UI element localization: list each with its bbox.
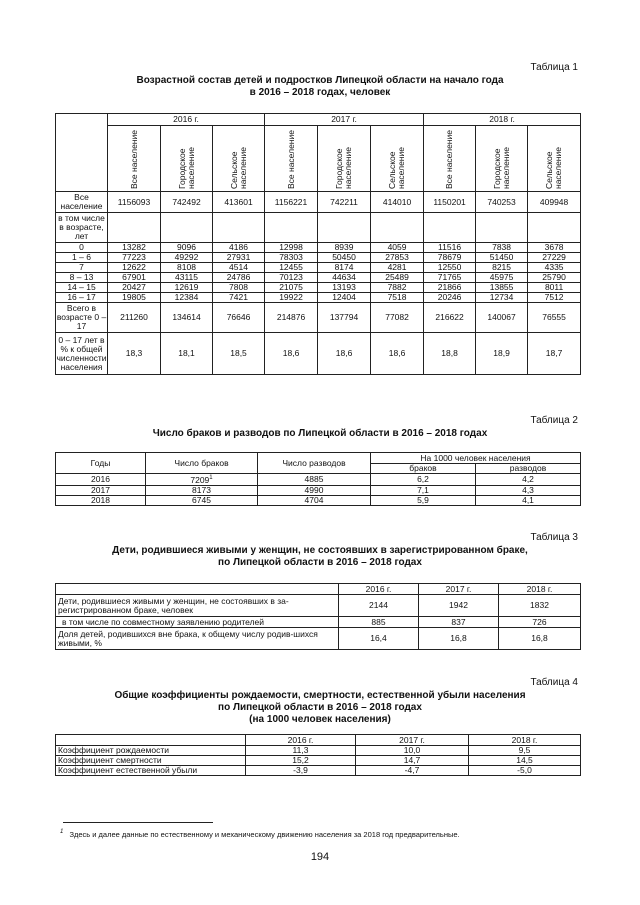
footnote-text: Здесь и далее данные по естественному и механическому движению населения за 2018 год предварительные. — [69, 829, 460, 839]
table-row: Коэффициент естественной убыли -3,9 -4,7 -5,0 — [56, 766, 581, 776]
t1-corner — [56, 114, 108, 192]
table4-label: Таблица 4 — [530, 677, 578, 688]
t2-header-marriages: Число браков — [146, 453, 258, 474]
t1-year-header: 2018 г. — [424, 114, 581, 126]
footnote-ref: 1 — [209, 475, 213, 481]
table-row: 2016 7209$^1$ 4885 6,2 4,2 — [56, 474, 581, 486]
t3-corner — [56, 584, 339, 595]
table1-label: Таблица 1 — [530, 62, 578, 73]
table-row: 16 – 17 19805 12384 7421 19922 12404 7518 20246 12734 7512 — [56, 293, 581, 303]
table-row: Дети, родившиеся живыми у женщин, не состоявших в за-регистрированном браке, человек 2144 1942 1832 — [56, 595, 581, 617]
table3 — [55, 583, 581, 650]
table-row: Коэффициент рождаемости 11,3 10,0 9,5 — [56, 746, 581, 756]
table4-title: Общие коэффициенты рождаемости, смертности, естественной убыли населения по Липецкой области в 2016 – 2018 годах (на 1000 человек населения) — [114, 690, 526, 725]
table-row: в том числе в возрасте, лет — [56, 213, 581, 243]
table1 — [55, 113, 581, 375]
t1-subcol-header: Все население — [424, 126, 476, 192]
t3-year-header: 2017 г. — [419, 584, 499, 595]
t4-year-header: 2018 г. — [469, 735, 581, 746]
t1-year-header: 2017 г. — [265, 114, 424, 126]
t4-corner — [56, 735, 246, 746]
t2-header-div: разводов — [476, 464, 581, 474]
table4 — [55, 734, 581, 776]
table3-title: Дети, родившиеся живыми у женщин, не состоявших в зарегистрированном браке, по Липецкой области в 2016 – 2018 годах — [112, 545, 528, 568]
t1-subcol-header: Городское население — [476, 126, 528, 192]
t2-header-years: Годы — [56, 453, 146, 474]
t2-header-per1000: На 1000 человек населения — [371, 453, 581, 464]
table-row: в том числе по совместному заявлению родителей 885 837 726 — [56, 617, 581, 628]
table-row: 2017 8173 4990 7,1 4,3 — [56, 485, 581, 495]
t1-subcol-header: Сельское население — [528, 126, 581, 192]
t4-year-header: 2016 г. — [246, 735, 356, 746]
table2-title: Число браков и разводов по Липецкой области в 2016 – 2018 годах — [152, 428, 488, 439]
table-row: 14 – 15 20427 12619 7808 21075 13193 7882 21866 13855 8011 — [56, 283, 581, 293]
table-row: Доля детей, родившихся вне брака, к общему числу родив-шихся живыми, % 16,4 16,8 16,8 — [56, 628, 581, 650]
table-row: 7 12622 8108 4514 12455 8174 4281 12550 8215 4335 — [56, 263, 581, 273]
t1-year-header: 2016 г. — [108, 114, 265, 126]
table-row: 1 – 6 77223 49292 27931 78303 50450 27853 78679 51450 27229 — [56, 253, 581, 263]
t1-subcol-header: Все население — [108, 126, 161, 192]
table2-label: Таблица 2 — [530, 415, 578, 426]
t1-subcol-header: Городское население — [318, 126, 371, 192]
table2 — [55, 452, 581, 506]
footnote-divider — [63, 822, 213, 823]
t1-subcol-header: Сельское население — [371, 126, 424, 192]
table-row: Все население 1156093 742492 413601 1156221 742211 414010 1150201 740253 409948 — [56, 192, 581, 213]
t2-header-divorces: Число разводов — [258, 453, 371, 474]
table1-title: Возрастной состав детей и подростков Липецкой области на начало года в 2016 – 2018 годах, человек — [136, 75, 504, 98]
t3-year-header: 2016 г. — [339, 584, 419, 595]
table-row: Всего в возрасте 0 – 17 211260 134614 76646 214876 137794 77082 216622 140067 76555 — [56, 303, 581, 333]
t1-subcol-header: Все население — [265, 126, 318, 192]
footnote — [60, 829, 580, 839]
t2-header-marr: браков — [371, 464, 476, 474]
page-number: 194 — [310, 851, 330, 863]
table3-label: Таблица 3 — [530, 532, 578, 543]
table-row: Коэффициент смертности 15,2 14,7 14,5 — [56, 756, 581, 766]
table-row: 8 – 13 67901 43115 24786 70123 44634 25489 71765 45975 25790 — [56, 273, 581, 283]
table-row: 0 13282 9096 4186 12998 8939 4059 11516 7838 3678 — [56, 243, 581, 253]
table-row: 2018 6745 4704 5,9 4,1 — [56, 495, 581, 505]
footnote-mark: 1 — [60, 829, 64, 835]
t1-subcol-header: Городское население — [161, 126, 213, 192]
t1-subcol-header: Сельское население — [213, 126, 265, 192]
t4-year-header: 2017 г. — [356, 735, 469, 746]
t3-year-header: 2018 г. — [499, 584, 581, 595]
table-row: 0 – 17 лет в % к общей численности населения 18,3 18,1 18,5 18,6 18,6 18,6 18,8 18,9 18,7 — [56, 333, 581, 375]
